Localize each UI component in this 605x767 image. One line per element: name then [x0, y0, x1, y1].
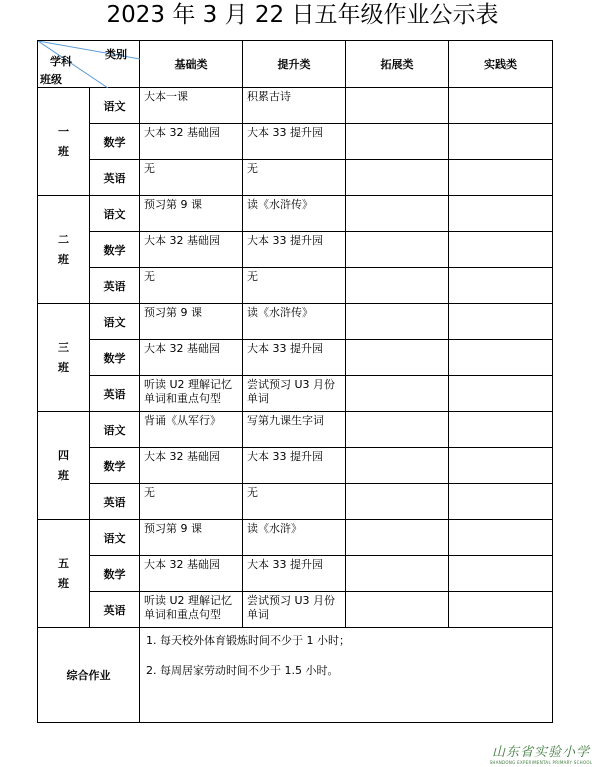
extension-cell: [346, 196, 449, 232]
basic-cell: 预习第 9 课: [140, 304, 243, 340]
corner-cell: [38, 41, 140, 88]
practice-cell: [449, 160, 553, 196]
basic-cell: 大本一课: [140, 88, 243, 124]
basic-cell: 预习第 9 课: [140, 196, 243, 232]
extension-cell: [346, 304, 449, 340]
subject-cell: 英语: [90, 484, 140, 520]
basic-cell: 预习第 9 课: [140, 520, 243, 556]
advanced-cell: 读《水浒传》: [243, 304, 346, 340]
subject-cell: 语文: [90, 412, 140, 448]
basic-cell: 无: [140, 160, 243, 196]
subject-cell: 数学: [90, 124, 140, 160]
table-row: [38, 340, 553, 376]
table-row: [38, 160, 553, 196]
subject-cell: 语文: [90, 304, 140, 340]
header-extension: 拓展类: [346, 41, 449, 88]
page-title: 2023 年 3 月 22 日五年级作业公示表: [106, 2, 499, 28]
extension-cell: [346, 592, 449, 628]
table-row: [38, 196, 553, 232]
class-name-cell: 四 班: [38, 412, 90, 520]
advanced-cell: 无: [243, 484, 346, 520]
extension-cell: [346, 268, 449, 304]
advanced-cell: 大本 33 提升园: [243, 340, 346, 376]
subject-cell: 数学: [90, 556, 140, 592]
class-name-cell: 五 班: [38, 520, 90, 628]
advanced-cell: 尝试预习 U3 月份单词: [243, 376, 346, 412]
extension-cell: [346, 160, 449, 196]
practice-cell: [449, 232, 553, 268]
table-row: [38, 520, 553, 556]
advanced-cell: 大本 33 提升园: [243, 448, 346, 484]
advanced-cell: 大本 33 提升园: [243, 232, 346, 268]
basic-cell: 大本 32 基础园: [140, 124, 243, 160]
table-row: [38, 124, 553, 160]
subject-cell: 英语: [90, 160, 140, 196]
subject-cell: 英语: [90, 376, 140, 412]
table-row: [38, 376, 553, 412]
subject-cell: 英语: [90, 268, 140, 304]
header-practice: 实践类: [449, 41, 553, 88]
basic-cell: 无: [140, 484, 243, 520]
logo-sub-text: SHANDONG EXPERIMENTAL PRIMARY SCHOOL: [489, 760, 593, 765]
practice-cell: [449, 196, 553, 232]
corner-class-label: 班级: [40, 73, 62, 86]
practice-cell: [449, 268, 553, 304]
advanced-cell: 大本 33 提升园: [243, 556, 346, 592]
extension-cell: [346, 88, 449, 124]
extension-cell: [346, 412, 449, 448]
practice-cell: [449, 592, 553, 628]
table-row: [38, 556, 553, 592]
advanced-cell: 读《水浒传》: [243, 196, 346, 232]
table-row: [38, 232, 553, 268]
advanced-cell: 无: [243, 160, 346, 196]
comprehensive-item: 2. 每周居家劳动时间不少于 1.5 小时。: [146, 664, 339, 677]
subject-cell: 数学: [90, 340, 140, 376]
extension-cell: [346, 124, 449, 160]
table-row: [38, 592, 553, 628]
table-row: [38, 484, 553, 520]
extension-cell: [346, 340, 449, 376]
basic-cell: 大本 32 基础园: [140, 448, 243, 484]
practice-cell: [449, 376, 553, 412]
extension-cell: [346, 232, 449, 268]
practice-cell: [449, 448, 553, 484]
logo-main-text: 山东省实验小学: [491, 745, 590, 760]
homework-table: [37, 40, 553, 723]
class-name-cell: 一 班: [38, 88, 90, 196]
corner-category-label: 类别: [105, 48, 127, 61]
advanced-cell: 积累古诗: [243, 88, 346, 124]
extension-cell: [346, 448, 449, 484]
practice-cell: [449, 340, 553, 376]
advanced-cell: 尝试预习 U3 月份单词: [243, 592, 346, 628]
subject-cell: 语文: [90, 520, 140, 556]
subject-cell: 数学: [90, 232, 140, 268]
header-advanced: 提升类: [243, 41, 346, 88]
advanced-cell: 写第九课生字词: [243, 412, 346, 448]
table-row: [38, 448, 553, 484]
comprehensive-item: 1. 每天校外体育锻炼时间不少于 1 小时；: [146, 634, 350, 647]
comprehensive-label: 综合作业: [38, 628, 140, 723]
practice-cell: [449, 556, 553, 592]
table-row: [38, 304, 553, 340]
basic-cell: 无: [140, 268, 243, 304]
basic-cell: 听读 U2 理解记忆单词和重点句型: [140, 376, 243, 412]
class-name-cell: 三 班: [38, 304, 90, 412]
advanced-cell: 大本 33 提升园: [243, 124, 346, 160]
advanced-cell: 无: [243, 268, 346, 304]
comprehensive-row: [38, 628, 553, 723]
extension-cell: [346, 556, 449, 592]
practice-cell: [449, 520, 553, 556]
practice-cell: [449, 304, 553, 340]
extension-cell: [346, 520, 449, 556]
comprehensive-content: [140, 628, 553, 723]
header-basic: 基础类: [140, 41, 243, 88]
extension-cell: [346, 484, 449, 520]
practice-cell: [449, 484, 553, 520]
basic-cell: 大本 32 基础园: [140, 232, 243, 268]
class-name-cell: 二 班: [38, 196, 90, 304]
extension-cell: [346, 376, 449, 412]
subject-cell: 英语: [90, 592, 140, 628]
subject-cell: 数学: [90, 448, 140, 484]
basic-cell: 背诵《从军行》: [140, 412, 243, 448]
basic-cell: 大本 32 基础园: [140, 340, 243, 376]
table-row: [38, 268, 553, 304]
subject-cell: 语文: [90, 88, 140, 124]
practice-cell: [449, 412, 553, 448]
header-row: [38, 41, 553, 88]
subject-cell: 语文: [90, 196, 140, 232]
corner-subject-label: 学科: [50, 55, 72, 68]
basic-cell: 大本 32 基础园: [140, 556, 243, 592]
advanced-cell: 读《水浒》: [243, 520, 346, 556]
table-row: [38, 412, 553, 448]
school-logo: [480, 741, 602, 765]
practice-cell: [449, 88, 553, 124]
practice-cell: [449, 124, 553, 160]
basic-cell: 听读 U2 理解记忆单词和重点句型: [140, 592, 243, 628]
table-row: [38, 88, 553, 124]
